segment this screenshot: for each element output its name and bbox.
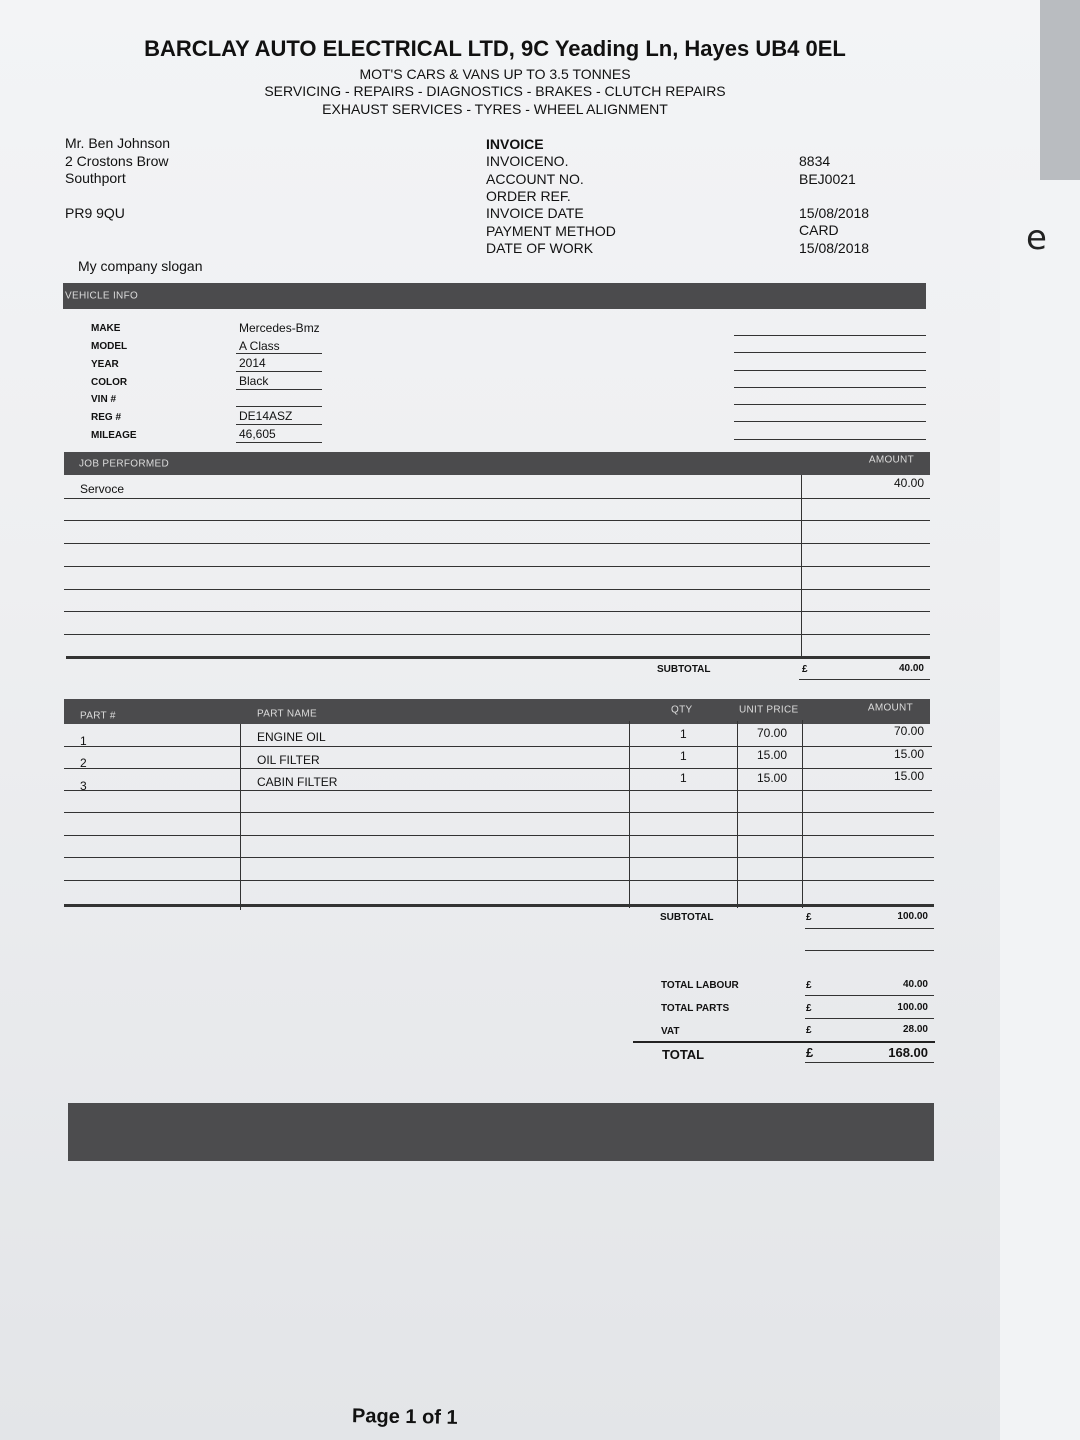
background-paper [1000, 180, 1080, 1440]
parts-row-line [64, 880, 934, 881]
year-label: YEAR [91, 359, 119, 370]
parts-underline [805, 1018, 934, 1019]
vat-value: 28.00 [902, 1024, 928, 1035]
footer-bar [68, 1103, 934, 1161]
model-value: A Class [239, 339, 280, 353]
job-row-line [64, 520, 930, 521]
total-parts-label: TOTAL PARTS [661, 1003, 730, 1014]
blank-line [734, 404, 926, 405]
part-amount: 70.00 [893, 724, 924, 738]
payment-method-label: PAYMENT METHOD [486, 223, 616, 239]
color-underline [236, 406, 322, 407]
part-no: 1 [80, 734, 87, 748]
vehicle-info-bar [63, 283, 926, 309]
company-title: BARCLAY AUTO ELECTRICAL LTD, 9C Yeading Ln, Hayes UB4 0EL [144, 36, 846, 61]
job-row-line [64, 611, 930, 612]
account-no-value: BEJ0021 [799, 171, 856, 187]
parts-amount-header: AMOUNT [867, 702, 913, 714]
parts-row-line [64, 768, 932, 769]
model-underline [236, 371, 322, 372]
customer-street: 2 Crostons Brow [65, 153, 169, 169]
job-amount-label: AMOUNT [868, 454, 914, 466]
vehicle-info-label: VEHICLE INFO [65, 290, 139, 302]
part-name-header: PART NAME [257, 708, 317, 720]
parts-subtotal-value: 100.00 [897, 911, 928, 922]
vat-currency: £ [806, 1025, 812, 1036]
part-no: 2 [80, 756, 87, 770]
job-performed-bar [64, 452, 930, 475]
part-unit-price: 70.00 [757, 726, 788, 740]
make-value: Mercedes-Bmz [239, 321, 320, 335]
job-amount: 40.00 [893, 476, 924, 490]
color-label: COLOR [91, 377, 128, 388]
parts-subtotal-currency: £ [806, 912, 812, 923]
total-labour-label: TOTAL LABOUR [661, 980, 739, 991]
customer-name: Mr. Ben Johnson [65, 135, 171, 151]
customer-postcode: PR9 9QU [65, 205, 125, 221]
parts-column-divider [240, 724, 241, 910]
qty-header: QTY [671, 704, 693, 716]
part-qty: 1 [680, 727, 687, 741]
blank-line [734, 387, 926, 388]
job-description: Servoce [80, 482, 125, 496]
job-subtotal-label: SUBTOTAL [657, 664, 711, 675]
date-of-work-label: DATE OF WORK [486, 240, 594, 256]
blank-line [734, 335, 926, 336]
blank-line [734, 439, 926, 440]
total-rule [633, 1041, 935, 1043]
color-value: Black [239, 374, 269, 388]
part-unit-price: 15.00 [757, 771, 788, 785]
year-value: 2014 [239, 356, 266, 370]
parts-row-line [64, 857, 934, 858]
labour-underline [805, 995, 934, 996]
blank-underline [805, 950, 934, 951]
mileage-underline [236, 442, 322, 443]
parts-subtotal-label: SUBTOTAL [660, 912, 714, 923]
reg-value: DE14ASZ [239, 409, 293, 423]
invoice-date-value: 15/08/2018 [799, 205, 870, 221]
part-amount: 15.00 [893, 747, 924, 761]
parts-subtotal-underline [805, 928, 934, 929]
parts-row-line [64, 835, 934, 836]
job-row-line [64, 566, 930, 567]
vin-label: VIN # [91, 394, 117, 405]
job-table-bottom [66, 656, 930, 659]
part-amount: 15.00 [893, 769, 924, 783]
job-subtotal-currency: £ [802, 664, 808, 675]
invoice-date-label: INVOICE DATE [486, 205, 584, 221]
part-name: ENGINE OIL [257, 730, 326, 744]
part-name: OIL FILTER [257, 753, 320, 767]
account-no-label: ACCOUNT NO. [486, 171, 584, 187]
vat-label: VAT [661, 1026, 680, 1037]
part-unit-price: 15.00 [757, 748, 788, 762]
make-underline [236, 353, 322, 354]
parts-row-line [64, 790, 932, 791]
parts-row-line [64, 812, 934, 813]
part-no-header: PART # [80, 710, 116, 722]
invoice-no-value: 8834 [799, 153, 831, 169]
total-labour-value: 40.00 [902, 979, 928, 990]
header-line-1: MOT'S CARS & VANS UP TO 3.5 TONNES [359, 66, 631, 82]
job-row-line [64, 543, 930, 544]
total-parts-value: 100.00 [897, 1002, 928, 1013]
header-line-2: SERVICING - REPAIRS - DIAGNOSTICS - BRAKES - CLUTCH REPAIRS [264, 83, 726, 99]
customer-town: Southport [65, 170, 126, 186]
job-row-line [64, 634, 930, 635]
company-slogan: My company slogan [78, 258, 203, 274]
reg-label: REG # [91, 412, 122, 423]
mileage-value: 46,605 [239, 427, 276, 441]
model-label: MODEL [91, 341, 128, 352]
header-line-3: EXHAUST SERVICES - TYRES - WHEEL ALIGNMENT [322, 101, 668, 117]
total-labour-currency: £ [806, 980, 812, 991]
job-performed-label: JOB PERFORMED [79, 458, 170, 469]
part-no: 3 [80, 779, 87, 793]
edge-letter: e [1026, 218, 1047, 258]
parts-header-bar [64, 699, 930, 724]
page-number: Page 1 of 1 [351, 1405, 458, 1429]
date-of-work-value: 15/08/2018 [799, 240, 870, 256]
invoice-heading: INVOICE [486, 136, 544, 152]
total-parts-currency: £ [806, 1003, 812, 1014]
blank-line [734, 421, 926, 422]
invoice-no-label: INVOICENO. [486, 153, 569, 169]
total-label: TOTAL [662, 1047, 705, 1062]
part-qty: 1 [680, 749, 687, 763]
total-currency: £ [806, 1045, 814, 1060]
order-ref-label: ORDER REF. [486, 188, 571, 204]
parts-table-bottom [64, 904, 934, 907]
blank-line [734, 370, 926, 371]
job-row-line [64, 589, 930, 590]
mileage-label: MILEAGE [91, 430, 137, 441]
job-row-line [64, 498, 930, 499]
vin-underline [236, 424, 322, 425]
total-value: 168.00 [888, 1045, 928, 1060]
unit-price-header: UNIT PRICE [739, 704, 799, 716]
parts-row-line [64, 746, 932, 747]
part-name: CABIN FILTER [257, 775, 338, 789]
make-label: MAKE [91, 323, 121, 334]
total-underline [805, 1062, 934, 1063]
payment-method-value: CARD [799, 222, 839, 238]
job-subtotal-underline [799, 679, 930, 680]
blank-line [734, 352, 926, 353]
part-qty: 1 [680, 771, 687, 785]
year-underline [236, 389, 322, 390]
job-subtotal-value: 40.00 [898, 663, 924, 674]
